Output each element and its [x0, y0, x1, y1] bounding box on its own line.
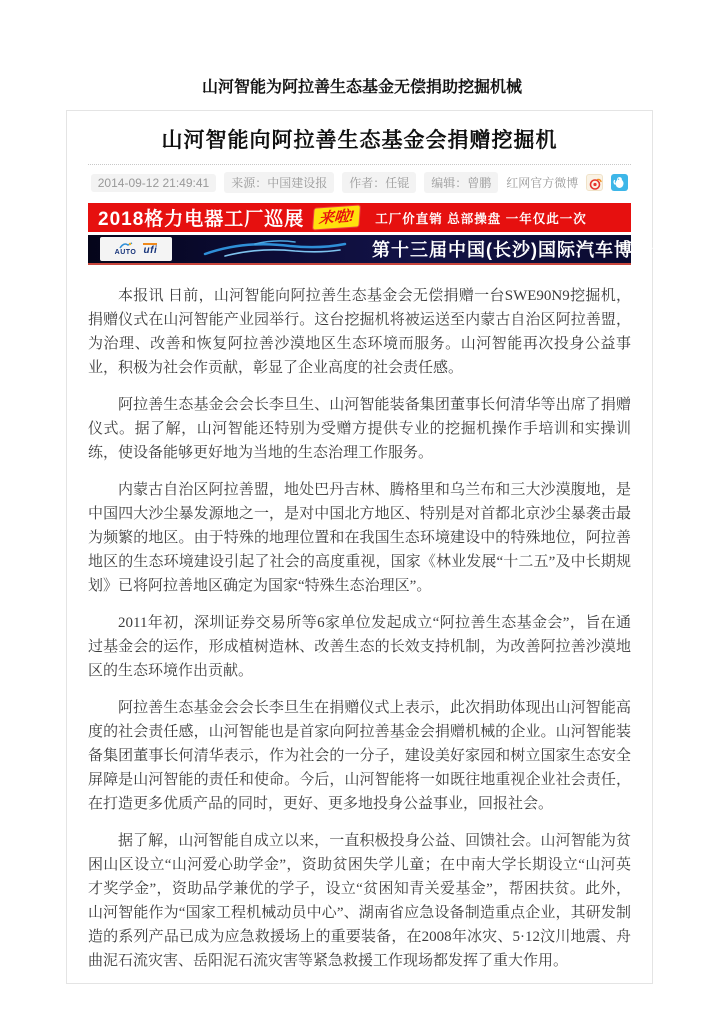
article-body: [88, 284, 631, 973]
auto-logo-icon: AUTO: [115, 242, 137, 256]
auto-expo-logo-box: [100, 237, 172, 261]
meta-timestamp: 2014-09-12 21:49:41: [91, 174, 216, 192]
gree-banner-ad[interactable]: [88, 203, 631, 232]
article-card: [66, 110, 671, 984]
gree-ad-title: 2018格力电器工厂巡展: [98, 209, 305, 230]
title-divider: [88, 164, 631, 165]
auto-expo-ad-title: 第十三届中国(长沙)国际汽车博览会: [372, 240, 671, 260]
meta-editor: 编辑：曾鹏: [424, 172, 498, 193]
page-title: 山河智能为阿拉善生态基金无偿捐助挖掘机械: [201, 79, 522, 96]
auto-expo-banner-ad[interactable]: [88, 235, 671, 265]
gree-ad-badge: 来啦!: [313, 205, 360, 229]
article-paragraph: 据了解，山河智能自成立以来，一直积极投身公益、回馈社会。山河智能为贫困山区设立“山河爱心助学金”，资助贫困失学儿童；在中南大学长期设立“山河英才奖学金”，资助品学兼优的学子，设立“贫困知青关爱基金”，帮困扶贫。此外，山河智能作为“国家工程机械动员中心”、湖南省应急设备制造重点企业，其研发制造的系列产品已成为应急救援场上的重要装备，在2008年冰灾、5·12汶川地震、舟曲泥石流灾害、岳阳泥石流灾害等紧急救援工作现场都发挥了重大作用。: [88, 833, 631, 969]
article-title: 山河智能向阿拉善生态基金会捐赠挖掘机: [161, 128, 558, 152]
tencent-weibo-icon[interactable]: [611, 174, 628, 191]
sina-weibo-icon[interactable]: [586, 174, 603, 191]
article-paragraph: 2011年初，深圳证券交易所等6家单位发起成立“阿拉善生态基金会”，旨在通过基金会的运作，形成植树造林、改善生态的长效支持机制，为改善阿拉善沙漠地区的生态环境作出贡献。: [88, 615, 631, 679]
meta-source: 来源：中国建设报: [224, 172, 334, 193]
ufi-logo-icon: ufi: [143, 244, 158, 256]
meta-author: 作者：任锟: [342, 172, 416, 193]
article-paragraph: 阿拉善生态基金会会长李旦生在捐赠仪式上表示，此次捐助体现出山河智能高度的社会责任感，山河智能也是首家向阿拉善基金会捐赠机械的企业。山河智能装备集团董事长何清华表示，作为社会的一分子，建设美好家园和树立国家生态安全屏障是山河智能的责任和使命。今后，山河智能将一如既往地重视企业社会责任，在打造更多优质产品的同时，更好、更多地投身公益事业，回报社会。: [88, 700, 631, 812]
car-swoosh-graphic: [200, 238, 350, 260]
weibo-label: 红网官方微博: [506, 176, 579, 190]
article-paragraph: 阿拉善生态基金会会长李旦生、山河智能装备集团董事长何清华等出席了捐赠仪式。据了解，山河智能还特别为受赠方提供专业的挖掘机操作手培训和实操训练，使设备能够更好地为当地的生态治理工作服务。: [88, 397, 631, 461]
gree-ad-tagline: 工厂价直销 总部操盘 一年仅此一次: [375, 211, 587, 226]
article-meta: [88, 172, 631, 193]
article-paragraph: 内蒙古自治区阿拉善盟，地处巴丹吉林、腾格里和乌兰布和三大沙漠腹地，是中国四大沙尘暴发源地之一，是对中国北方地区、特别是对首都北京沙尘暴袭击最为频繁的地区。由于特殊的地理位置和在我国生态环境建设中的特殊地位，阿拉善地区的生态环境建设引起了社会的高度重视，国家《林业发展“十二五”及中长期规划》已将阿拉善地区确定为国家“特殊生态治理区”。: [88, 482, 631, 594]
article-paragraph: 本报讯 日前，山河智能向阿拉善生态基金会无偿捐赠一台SWE90N9挖掘机，捐赠仪式在山河智能产业园举行。这台挖掘机将被运送至内蒙古自治区阿拉善盟，为治理、改善和恢复阿拉善沙漠地区生态环境而服务。山河智能再次投身公益事业，积极为社会作贡献，彰显了企业高度的社会责任感。: [88, 288, 631, 376]
